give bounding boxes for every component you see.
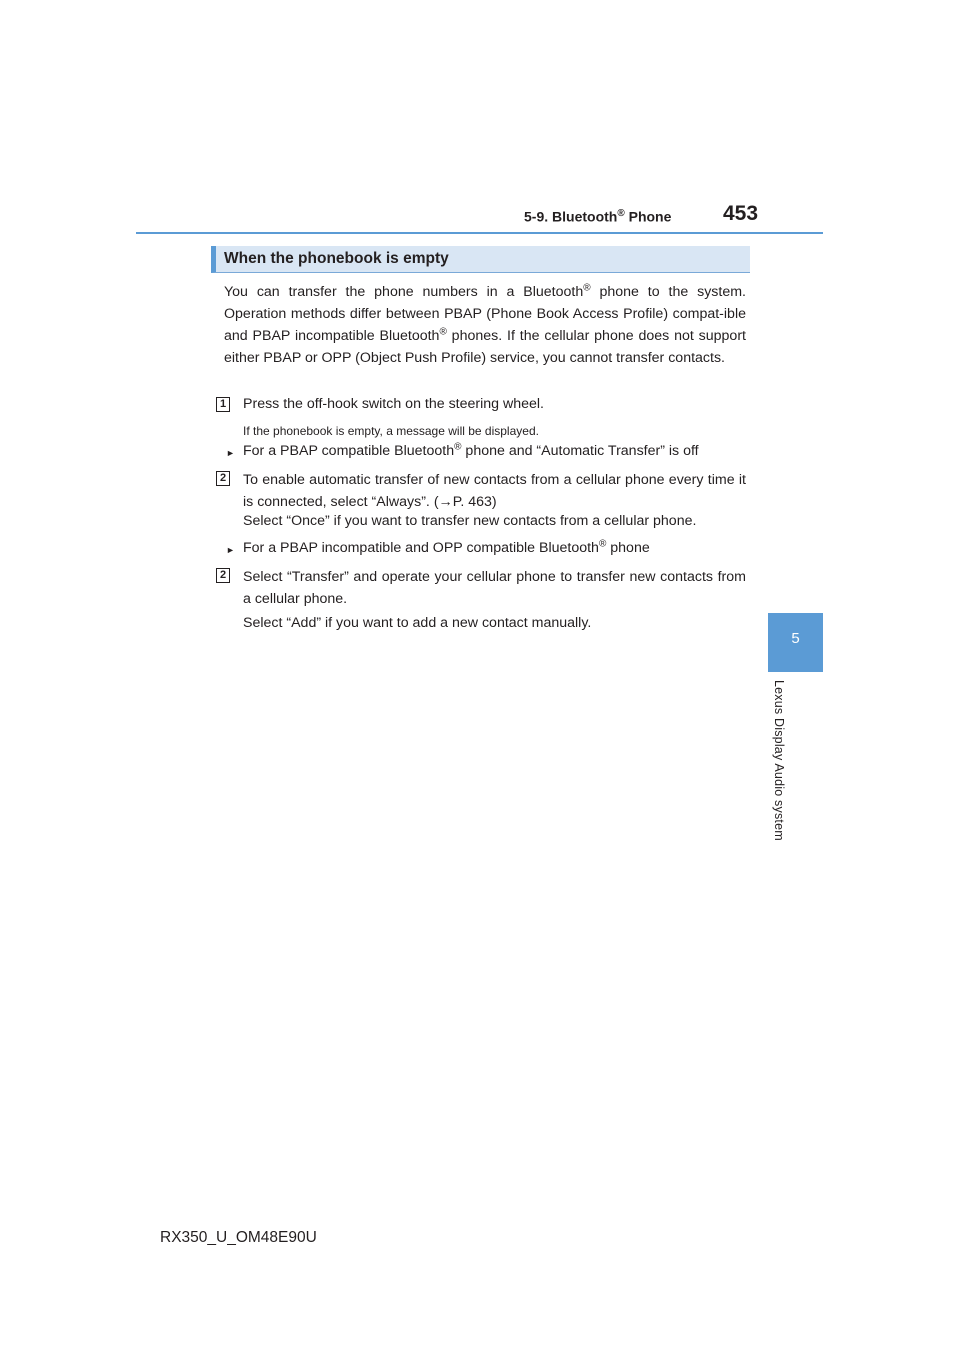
step-2-text: Select “Transfer” and operate your cellular phone to transfer new contacts from a cellular phone.	[243, 569, 746, 607]
intro-text-b: phone to the system. Operation methods differ between PBAP (Phone Book Access Profile) compat-ible and PBAP incompatible Bluetooth	[224, 284, 746, 344]
bullet-arrow-icon: ►	[226, 545, 235, 555]
step-2-number: 2	[216, 568, 230, 583]
header-section-suffix: Phone	[624, 208, 672, 225]
step-2-number: 2	[216, 471, 230, 486]
bullet-2-text	[243, 540, 650, 556]
intro-text-c: phones. If the cellular phone does not support either PBAP or OPP (Object Push Profile) service, you cannot transfer contacts.	[224, 328, 746, 366]
intro-paragraph	[224, 281, 746, 369]
intro-text-a: You can transfer the phone numbers in a Bluetooth	[224, 284, 584, 300]
step-2-text: To enable automatic transfer of new contacts from a cellular phone every time it is connected, select “Always”. (→P. 463)	[243, 472, 746, 510]
bullet-1-text-b: phone and “Automatic Transfer” is off	[461, 443, 699, 459]
bullet-1-text-a: For a PBAP compatible Bluetooth	[243, 443, 455, 459]
step-1-text: Press the off-hook switch on the steering wheel.	[243, 396, 544, 412]
document-code: RX350_U_OM48E90U	[160, 1229, 317, 1246]
registered-mark: ®	[583, 282, 591, 294]
header-section-prefix: 5-9. Bluetooth	[524, 208, 618, 225]
header-divider	[136, 232, 823, 234]
registered-mark: ®	[617, 208, 625, 219]
section-heading	[211, 246, 750, 273]
section-heading-text: When the phonebook is empty	[224, 250, 449, 267]
bullet-2-text-b: phone	[606, 540, 650, 556]
bullet-2-text-a: For a PBAP incompatible and OPP compatible Bluetooth	[243, 540, 599, 556]
step-1-note: If the phonebook is empty, a message will be displayed.	[243, 424, 539, 438]
registered-mark: ®	[454, 441, 462, 453]
registered-mark: ®	[439, 326, 447, 338]
step-2-extra: Select “Once” if you want to transfer new contacts from a cellular phone.	[243, 513, 697, 529]
step-2-extra: Select “Add” if you want to add a new contact manually.	[243, 615, 592, 631]
running-header	[524, 208, 671, 225]
bullet-arrow-icon: ►	[226, 448, 235, 458]
chapter-title: Lexus Display Audio system	[772, 680, 786, 841]
bullet-1-text	[243, 443, 699, 459]
page-number: 453	[723, 202, 759, 225]
chapter-title-vertical	[772, 680, 792, 860]
chapter-tab: 5	[768, 613, 823, 672]
registered-mark: ®	[598, 538, 607, 550]
step-1-number: 1	[216, 397, 230, 412]
